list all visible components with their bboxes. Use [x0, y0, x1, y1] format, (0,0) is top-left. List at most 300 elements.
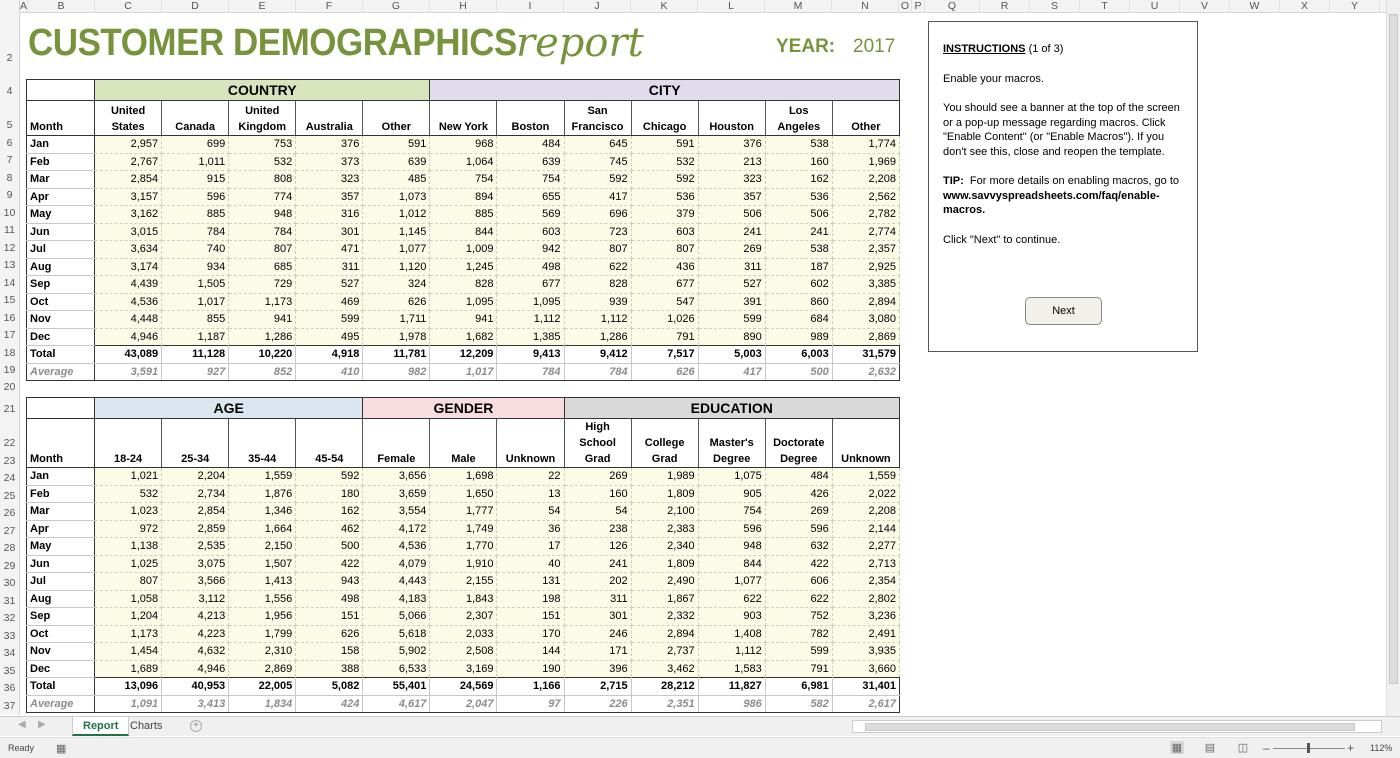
row-header-33[interactable]: 33 [3, 630, 16, 642]
table-cell[interactable]: 3,659 [363, 485, 430, 503]
table-cell[interactable]: 2,033 [430, 625, 497, 643]
table-cell[interactable]: 1,095 [497, 293, 564, 311]
table-cell[interactable]: 506 [698, 206, 765, 224]
table-cell[interactable]: 170 [497, 625, 564, 643]
column-header-w[interactable]: W [1230, 0, 1280, 13]
table-cell[interactable]: 1,346 [229, 503, 296, 521]
table-cell[interactable]: 1,166 [497, 678, 564, 696]
row-header-6[interactable]: 6 [6, 137, 13, 149]
row-label[interactable]: Mar [27, 171, 95, 189]
table-cell[interactable]: 844 [430, 223, 497, 241]
table-cell[interactable]: 12,209 [430, 346, 497, 364]
table-cell[interactable]: 915 [162, 171, 229, 189]
table-cell[interactable]: 376 [698, 136, 765, 154]
table-cell[interactable]: 1,073 [363, 188, 430, 206]
table-cell[interactable]: 1,112 [564, 311, 631, 329]
table-cell[interactable]: 942 [497, 241, 564, 259]
table-cell[interactable]: 603 [631, 223, 698, 241]
vertical-scroll-thumb[interactable] [1389, 14, 1398, 684]
table-cell[interactable]: 2,894 [832, 293, 899, 311]
table-cell[interactable]: 2,894 [631, 625, 698, 643]
table-cell[interactable]: 5,902 [363, 643, 430, 661]
table-cell[interactable]: 968 [430, 136, 497, 154]
table-cell[interactable]: 894 [430, 188, 497, 206]
table-cell[interactable]: 4,536 [95, 293, 162, 311]
table-cell[interactable]: 2,562 [832, 188, 899, 206]
table-cell[interactable]: 745 [564, 153, 631, 171]
table-cell[interactable]: 536 [765, 188, 832, 206]
table-cell[interactable]: 2,208 [832, 171, 899, 189]
table-cell[interactable]: 4,079 [363, 555, 430, 573]
row-header-34[interactable]: 34 [3, 647, 16, 659]
row-label[interactable]: Apr [27, 188, 95, 206]
column-header-k[interactable]: K [631, 0, 698, 13]
row-header-27[interactable]: 27 [3, 525, 16, 537]
table-cell[interactable]: 269 [564, 468, 631, 486]
table-cell[interactable]: 754 [430, 171, 497, 189]
table-cell[interactable]: 1,749 [430, 520, 497, 538]
zoom-out-icon[interactable]: – [1263, 741, 1270, 755]
table-cell[interactable]: 323 [296, 171, 363, 189]
table-cell[interactable]: 410 [296, 363, 363, 381]
table-cell[interactable]: 1,026 [631, 311, 698, 329]
table-cell[interactable]: 828 [430, 276, 497, 294]
table-cell[interactable]: 3,462 [631, 660, 698, 678]
table-cell[interactable]: 1,799 [229, 625, 296, 643]
row-header-7[interactable]: 7 [6, 154, 13, 166]
table-cell[interactable]: 626 [296, 625, 363, 643]
table-cell[interactable]: 246 [564, 625, 631, 643]
table-cell[interactable]: 1,120 [363, 258, 430, 276]
row-header-12[interactable]: 12 [3, 242, 16, 254]
table-cell[interactable]: 3,566 [162, 573, 229, 591]
row-label[interactable]: Total [27, 346, 95, 364]
table-cell[interactable]: 3,157 [95, 188, 162, 206]
row-header-16[interactable]: 16 [3, 312, 16, 324]
row-label[interactable]: Jun [27, 223, 95, 241]
table-cell[interactable]: 538 [765, 241, 832, 259]
tab-report[interactable]: Report [72, 717, 129, 736]
vertical-scrollbar[interactable] [1386, 0, 1400, 716]
table-cell[interactable]: 2,277 [832, 538, 899, 556]
column-header-h[interactable]: H [430, 0, 497, 13]
table-cell[interactable]: 1,969 [832, 153, 899, 171]
table-cell[interactable]: 4,617 [363, 695, 430, 713]
table-cell[interactable]: 972 [95, 520, 162, 538]
column-header-q[interactable]: Q [925, 0, 980, 13]
table-cell[interactable]: 2,535 [162, 538, 229, 556]
table-cell[interactable]: 684 [765, 311, 832, 329]
select-all-corner[interactable] [0, 0, 20, 13]
row-label[interactable]: Jan [27, 136, 95, 154]
table-cell[interactable]: 311 [698, 258, 765, 276]
table-cell[interactable]: 2,208 [832, 503, 899, 521]
table-cell[interactable]: 1,689 [95, 660, 162, 678]
table-cell[interactable]: 158 [296, 643, 363, 661]
table-cell[interactable]: 1,112 [698, 643, 765, 661]
table-cell[interactable]: 903 [698, 608, 765, 626]
table-cell[interactable]: 860 [765, 293, 832, 311]
table-cell[interactable]: 31,579 [832, 346, 899, 364]
table-cell[interactable]: 241 [765, 223, 832, 241]
table-cell[interactable]: 357 [296, 188, 363, 206]
column-header-a[interactable]: A [20, 0, 28, 12]
table-cell[interactable]: 162 [296, 503, 363, 521]
table-cell[interactable]: 2,307 [430, 608, 497, 626]
table-cell[interactable]: 948 [698, 538, 765, 556]
table-cell[interactable]: 626 [363, 293, 430, 311]
table-cell[interactable]: 2,713 [832, 555, 899, 573]
table-cell[interactable]: 807 [95, 573, 162, 591]
table-cell[interactable]: 808 [229, 171, 296, 189]
table-cell[interactable]: 784 [162, 223, 229, 241]
table-cell[interactable]: 696 [564, 206, 631, 224]
table-cell[interactable]: 4,632 [162, 643, 229, 661]
row-header-19[interactable]: 19 [3, 364, 16, 376]
table-cell[interactable]: 592 [564, 171, 631, 189]
table-cell[interactable]: 198 [497, 590, 564, 608]
next-button[interactable]: Next [1025, 297, 1102, 325]
macro-record-icon[interactable]: ▦ [56, 743, 67, 755]
column-header-o[interactable]: O [899, 0, 912, 13]
table-cell[interactable]: 1,876 [229, 485, 296, 503]
table-cell[interactable]: 379 [631, 206, 698, 224]
table-cell[interactable]: 1,777 [430, 503, 497, 521]
table-cell[interactable]: 323 [698, 171, 765, 189]
table-cell[interactable]: 417 [564, 188, 631, 206]
table-cell[interactable]: 396 [564, 660, 631, 678]
table-cell[interactable]: 948 [229, 206, 296, 224]
table-cell[interactable]: 582 [765, 695, 832, 713]
column-header-y[interactable]: Y [1330, 0, 1380, 13]
table-cell[interactable]: 28,212 [631, 678, 698, 696]
row-header-28[interactable]: 28 [3, 542, 16, 554]
table-cell[interactable]: 238 [564, 520, 631, 538]
table-cell[interactable]: 126 [564, 538, 631, 556]
page-break-view-icon[interactable]: ◫ [1237, 742, 1249, 754]
row-header-36[interactable]: 36 [3, 682, 16, 694]
table-cell[interactable]: 1,664 [229, 520, 296, 538]
table-cell[interactable]: 603 [497, 223, 564, 241]
column-header-s[interactable]: S [1030, 0, 1080, 13]
table-cell[interactable]: 151 [296, 608, 363, 626]
table-cell[interactable]: 626 [631, 363, 698, 381]
table-cell[interactable]: 500 [765, 363, 832, 381]
row-label[interactable]: Dec [27, 328, 95, 346]
table-cell[interactable]: 754 [497, 171, 564, 189]
table-cell[interactable]: 2,150 [229, 538, 296, 556]
table-cell[interactable]: 2,782 [832, 206, 899, 224]
table-cell[interactable]: 2,204 [162, 468, 229, 486]
table-cell[interactable]: 807 [564, 241, 631, 259]
table-cell[interactable]: 3,591 [95, 363, 162, 381]
row-header-5[interactable]: 5 [6, 119, 13, 131]
row-header-9[interactable]: 9 [6, 189, 13, 201]
table-cell[interactable]: 40 [497, 555, 564, 573]
table-cell[interactable]: 22,005 [229, 678, 296, 696]
table-cell[interactable]: 791 [765, 660, 832, 678]
table-cell[interactable]: 885 [430, 206, 497, 224]
table-cell[interactable]: 13,096 [95, 678, 162, 696]
column-header-j[interactable]: J [564, 0, 631, 13]
column-header-v[interactable]: V [1180, 0, 1230, 13]
normal-view-icon[interactable]: ▦ [1171, 742, 1183, 754]
table-cell[interactable]: 2,332 [631, 608, 698, 626]
table-cell[interactable]: 941 [229, 311, 296, 329]
row-label[interactable]: Feb [27, 153, 95, 171]
table-cell[interactable]: 269 [698, 241, 765, 259]
table-cell[interactable]: 1,559 [832, 468, 899, 486]
row-header-21[interactable]: 21 [3, 403, 16, 415]
table-cell[interactable]: 9,413 [497, 346, 564, 364]
table-cell[interactable]: 2,854 [162, 503, 229, 521]
table-cell[interactable]: 4,172 [363, 520, 430, 538]
table-cell[interactable]: 1,910 [430, 555, 497, 573]
year-value[interactable]: 2017 [853, 36, 896, 57]
table-cell[interactable]: 471 [296, 241, 363, 259]
table-cell[interactable]: 1,091 [95, 695, 162, 713]
table-cell[interactable]: 426 [765, 485, 832, 503]
table-cell[interactable]: 3,413 [162, 695, 229, 713]
table-cell[interactable]: 3,634 [95, 241, 162, 259]
table-cell[interactable]: 685 [229, 258, 296, 276]
table-cell[interactable]: 2,357 [832, 241, 899, 259]
row-header-30[interactable]: 30 [3, 577, 16, 589]
row-header-10[interactable]: 10 [3, 207, 16, 219]
column-header-m[interactable]: M [765, 0, 832, 13]
table-cell[interactable]: 6,981 [765, 678, 832, 696]
table-cell[interactable]: 1,187 [162, 328, 229, 346]
table-cell[interactable]: 677 [631, 276, 698, 294]
table-cell[interactable]: 151 [497, 608, 564, 626]
table-cell[interactable]: 5,003 [698, 346, 765, 364]
row-header-24[interactable]: 24 [3, 472, 16, 484]
horizontal-scroll-thumb[interactable] [865, 723, 1355, 731]
table-cell[interactable]: 1,009 [430, 241, 497, 259]
table-cell[interactable]: 1,559 [229, 468, 296, 486]
table-cell[interactable]: 4,918 [296, 346, 363, 364]
table-cell[interactable]: 3,015 [95, 223, 162, 241]
table-cell[interactable]: 311 [296, 258, 363, 276]
table-cell[interactable]: 986 [698, 695, 765, 713]
table-cell[interactable]: 596 [698, 520, 765, 538]
table-cell[interactable]: 2,617 [832, 695, 899, 713]
table-cell[interactable]: 599 [765, 643, 832, 661]
table-cell[interactable]: 3,656 [363, 468, 430, 486]
table-cell[interactable]: 4,448 [95, 311, 162, 329]
column-header-i[interactable]: I [497, 0, 564, 13]
table-cell[interactable]: 569 [497, 206, 564, 224]
table-cell[interactable]: 1,385 [497, 328, 564, 346]
zoom-in-icon[interactable]: + [1347, 741, 1355, 755]
table-cell[interactable]: 160 [564, 485, 631, 503]
row-header-2[interactable]: 2 [6, 52, 13, 64]
table-cell[interactable]: 1,583 [698, 660, 765, 678]
table-cell[interactable]: 3,174 [95, 258, 162, 276]
table-cell[interactable]: 943 [296, 573, 363, 591]
table-cell[interactable]: 4,213 [162, 608, 229, 626]
table-cell[interactable]: 2,100 [631, 503, 698, 521]
row-label[interactable]: Average [27, 695, 95, 713]
horizontal-scrollbar[interactable] [852, 720, 1382, 733]
table-cell[interactable]: 1,095 [430, 293, 497, 311]
column-header-p[interactable]: P [912, 0, 925, 13]
table-cell[interactable]: 498 [296, 590, 363, 608]
table-cell[interactable]: 1,077 [363, 241, 430, 259]
table-cell[interactable]: 791 [631, 328, 698, 346]
column-header-n[interactable]: N [832, 0, 899, 13]
row-label[interactable]: Aug [27, 590, 95, 608]
table-cell[interactable]: 40,953 [162, 678, 229, 696]
table-cell[interactable]: 2,869 [229, 660, 296, 678]
table-cell[interactable]: 989 [765, 328, 832, 346]
table-cell[interactable]: 357 [698, 188, 765, 206]
table-cell[interactable]: 422 [765, 555, 832, 573]
row-label[interactable]: Nov [27, 643, 95, 661]
table-cell[interactable]: 927 [162, 363, 229, 381]
table-cell[interactable]: 1,956 [229, 608, 296, 626]
table-cell[interactable]: 4,223 [162, 625, 229, 643]
table-cell[interactable]: 5,082 [296, 678, 363, 696]
tab-charts[interactable]: Charts [130, 720, 163, 732]
column-header-u[interactable]: U [1130, 0, 1180, 13]
table-cell[interactable]: 2,490 [631, 573, 698, 591]
table-cell[interactable]: 1,017 [162, 293, 229, 311]
table-cell[interactable]: 2,354 [832, 573, 899, 591]
table-cell[interactable]: 1,867 [631, 590, 698, 608]
table-cell[interactable]: 301 [564, 608, 631, 626]
table-cell[interactable]: 982 [363, 363, 430, 381]
table-cell[interactable]: 2,340 [631, 538, 698, 556]
row-label[interactable]: Oct [27, 293, 95, 311]
table-cell[interactable]: 723 [564, 223, 631, 241]
add-sheet-icon[interactable]: + [190, 720, 202, 732]
table-cell[interactable]: 11,827 [698, 678, 765, 696]
row-header-17[interactable]: 17 [3, 329, 16, 341]
table-cell[interactable]: 1,413 [229, 573, 296, 591]
row-label[interactable]: Oct [27, 625, 95, 643]
table-cell[interactable]: 4,443 [363, 573, 430, 591]
table-cell[interactable]: 599 [698, 311, 765, 329]
table-cell[interactable]: 1,012 [363, 206, 430, 224]
table-cell[interactable]: 226 [564, 695, 631, 713]
row-label[interactable]: Jul [27, 573, 95, 591]
column-header-r[interactable]: R [980, 0, 1030, 13]
row-header-14[interactable]: 14 [3, 277, 16, 289]
table-cell[interactable]: 388 [296, 660, 363, 678]
table-cell[interactable]: 1,408 [698, 625, 765, 643]
table-cell[interactable]: 596 [765, 520, 832, 538]
row-header-32[interactable]: 32 [3, 612, 16, 624]
table-cell[interactable]: 4,536 [363, 538, 430, 556]
table-cell[interactable]: 2,957 [95, 136, 162, 154]
row-header-23[interactable]: 23 [3, 455, 16, 467]
table-cell[interactable]: 1,770 [430, 538, 497, 556]
table-cell[interactable]: 1,145 [363, 223, 430, 241]
table-cell[interactable]: 97 [497, 695, 564, 713]
table-cell[interactable]: 532 [631, 153, 698, 171]
table-cell[interactable]: 1,025 [95, 555, 162, 573]
table-cell[interactable]: 498 [497, 258, 564, 276]
table-cell[interactable]: 4,946 [95, 328, 162, 346]
table-cell[interactable]: 54 [497, 503, 564, 521]
page-layout-view-icon[interactable]: ▤ [1204, 742, 1216, 754]
table-cell[interactable]: 596 [162, 188, 229, 206]
table-cell[interactable]: 1,698 [430, 468, 497, 486]
table-cell[interactable]: 131 [497, 573, 564, 591]
tab-scroll-left-icon[interactable]: ◀ [18, 719, 26, 730]
table-cell[interactable]: 890 [698, 328, 765, 346]
table-cell[interactable]: 24,569 [430, 678, 497, 696]
table-cell[interactable]: 532 [95, 485, 162, 503]
table-cell[interactable]: 591 [363, 136, 430, 154]
table-cell[interactable]: 622 [698, 590, 765, 608]
table-cell[interactable]: 500 [296, 538, 363, 556]
table-cell[interactable]: 202 [564, 573, 631, 591]
row-label[interactable]: Jan [27, 468, 95, 486]
table-cell[interactable]: 639 [497, 153, 564, 171]
row-label[interactable]: May [27, 206, 95, 224]
table-cell[interactable]: 752 [765, 608, 832, 626]
table-cell[interactable]: 36 [497, 520, 564, 538]
row-label[interactable]: Sep [27, 276, 95, 294]
tab-scroll-right-icon[interactable]: ▶ [38, 719, 46, 730]
table-cell[interactable]: 144 [497, 643, 564, 661]
table-cell[interactable]: 1,843 [430, 590, 497, 608]
column-header-c[interactable]: C [95, 0, 162, 13]
column-header-l[interactable]: L [698, 0, 765, 13]
table-cell[interactable]: 417 [698, 363, 765, 381]
table-cell[interactable]: 3,236 [832, 608, 899, 626]
table-cell[interactable]: 784 [564, 363, 631, 381]
table-cell[interactable]: 4,946 [162, 660, 229, 678]
table-cell[interactable]: 527 [698, 276, 765, 294]
table-cell[interactable]: 538 [765, 136, 832, 154]
table-cell[interactable]: 1,077 [698, 573, 765, 591]
table-cell[interactable]: 1,286 [564, 328, 631, 346]
table-cell[interactable]: 536 [631, 188, 698, 206]
row-header-8[interactable]: 8 [6, 172, 13, 184]
table-cell[interactable]: 1,023 [95, 503, 162, 521]
table-cell[interactable]: 602 [765, 276, 832, 294]
table-cell[interactable]: 54 [564, 503, 631, 521]
row-label[interactable]: Sep [27, 608, 95, 626]
table-cell[interactable]: 599 [296, 311, 363, 329]
table-cell[interactable]: 2,022 [832, 485, 899, 503]
table-cell[interactable]: 934 [162, 258, 229, 276]
table-cell[interactable]: 1,064 [430, 153, 497, 171]
table-cell[interactable]: 2,383 [631, 520, 698, 538]
table-cell[interactable]: 5,066 [363, 608, 430, 626]
row-header-37[interactable]: 37 [3, 700, 16, 712]
table-cell[interactable]: 495 [296, 328, 363, 346]
table-cell[interactable]: 6,533 [363, 660, 430, 678]
table-cell[interactable]: 2,144 [832, 520, 899, 538]
table-cell[interactable]: 436 [631, 258, 698, 276]
table-cell[interactable]: 324 [363, 276, 430, 294]
table-cell[interactable]: 2,767 [95, 153, 162, 171]
table-cell[interactable]: 677 [497, 276, 564, 294]
table-cell[interactable]: 484 [765, 468, 832, 486]
row-label[interactable]: Mar [27, 503, 95, 521]
table-cell[interactable]: 9,412 [564, 346, 631, 364]
row-header-13[interactable]: 13 [3, 259, 16, 271]
row-label[interactable]: Aug [27, 258, 95, 276]
table-cell[interactable]: 301 [296, 223, 363, 241]
table-cell[interactable]: 1,711 [363, 311, 430, 329]
table-cell[interactable]: 2,310 [229, 643, 296, 661]
table-cell[interactable]: 1,809 [631, 485, 698, 503]
